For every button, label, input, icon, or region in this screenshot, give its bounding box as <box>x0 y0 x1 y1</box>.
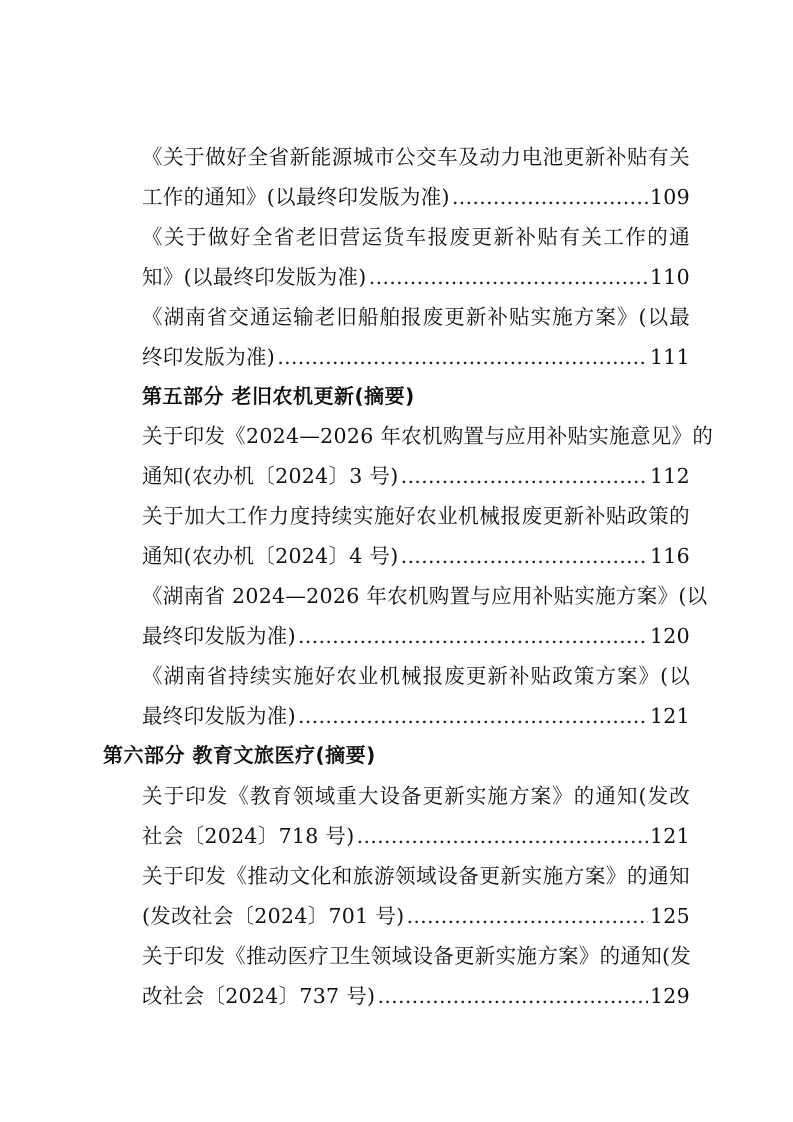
dot-leader <box>357 816 648 856</box>
section-heading-part5: 第五部分 老旧农机更新(摘要) <box>142 384 415 408</box>
toc-entry-line: 《湖南省持续实施好农业机械报废更新补贴政策方案》(以 <box>142 664 690 688</box>
toc-page-number: 129 <box>649 984 690 1008</box>
toc-entry-text: 工作的通知》(以最终印发版为准) <box>142 185 450 209</box>
dot-leader <box>277 337 648 377</box>
toc-entry-text: 通知(农办机〔2024〕4 号) <box>142 544 399 568</box>
dot-leader <box>298 696 648 736</box>
toc-entry-line: 《关于做好全省老旧营运货车报废更新补贴有关工作的通 <box>142 225 690 249</box>
dot-leader <box>369 257 648 297</box>
dot-leader <box>452 177 648 217</box>
toc-page-number: 116 <box>649 544 690 568</box>
toc-entry-line[interactable] <box>142 976 690 1016</box>
toc-entry-line: 关于印发《2024—2026 年农机购置与应用补贴实施意见》的 <box>142 424 714 448</box>
toc-entry-text: (发改社会〔2024〕701 号) <box>142 904 405 928</box>
section-heading-part6: 第六部分 教育文旅医疗(摘要) <box>103 743 376 767</box>
toc-page-number: 111 <box>649 345 690 369</box>
toc-entry-text: 最终印发版为准) <box>142 704 296 728</box>
toc-entry-line[interactable] <box>142 337 690 377</box>
toc-entry-line[interactable] <box>142 896 690 936</box>
dot-leader <box>401 456 648 496</box>
toc-entry-text: 社会〔2024〕718 号) <box>142 824 355 848</box>
toc-entry-text: 知》(以最终印发版为准) <box>142 265 367 289</box>
toc-page-number: 125 <box>649 904 690 928</box>
toc-entry-line: 关于印发《教育领域重大设备更新实施方案》的通知(发改 <box>142 784 690 808</box>
toc-entry-line: 《关于做好全省新能源城市公交车及动力电池更新补贴有关 <box>142 145 690 169</box>
dot-leader <box>377 976 648 1016</box>
toc-page-number: 121 <box>649 704 690 728</box>
toc-entry-line[interactable] <box>142 257 690 297</box>
toc-entry-line: 关于印发《推动文化和旅游领域设备更新实施方案》的通知 <box>142 864 690 888</box>
toc-page-number: 112 <box>649 464 690 488</box>
toc-entry-line: 《湖南省交通运输老旧船舶报废更新补贴实施方案》(以最 <box>142 305 690 329</box>
toc-entry-line: 《湖南省 2024—2026 年农机购置与应用补贴实施方案》(以 <box>142 584 708 608</box>
toc-entry-text: 通知(农办机〔2024〕3 号) <box>142 464 399 488</box>
toc-entry-text: 终印发版为准) <box>142 345 276 369</box>
dot-leader <box>406 896 648 936</box>
dot-leader <box>298 616 648 656</box>
toc-entry-line[interactable] <box>142 616 690 656</box>
toc-entry-line[interactable] <box>142 696 690 736</box>
toc-entry-line[interactable] <box>142 177 690 217</box>
toc-entry-line[interactable] <box>142 456 690 496</box>
dot-leader <box>401 536 648 576</box>
toc-entry-line: 关于加大工作力度持续实施好农业机械报废更新补贴政策的 <box>142 504 690 528</box>
toc-page-number: 121 <box>649 824 690 848</box>
toc-entry-line: 关于印发《推动医疗卫生领域设备更新实施方案》的通知(发 <box>142 944 692 968</box>
toc-entry-text: 最终印发版为准) <box>142 624 296 648</box>
toc-page-number: 110 <box>649 265 690 289</box>
toc-entry-line[interactable] <box>142 536 690 576</box>
toc-page-number: 109 <box>649 185 690 209</box>
toc-page-number: 120 <box>649 624 690 648</box>
toc-entry-line[interactable] <box>142 816 690 856</box>
toc-entry-text: 改社会〔2024〕737 号) <box>142 984 376 1008</box>
